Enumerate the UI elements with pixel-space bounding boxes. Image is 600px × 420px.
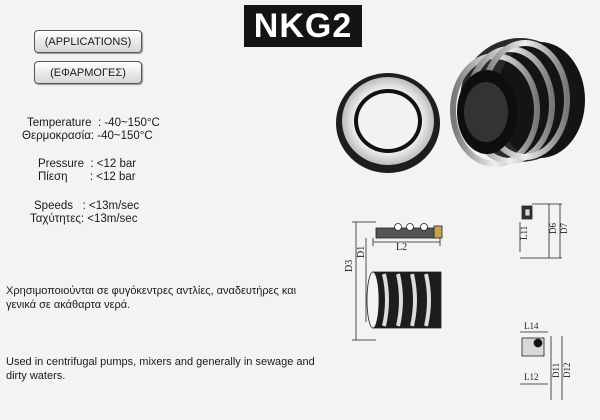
dim-d1: D1 — [356, 245, 367, 258]
product-title: NKG2 — [244, 5, 362, 47]
temperature-en: Temperature : -40~150°C — [27, 117, 160, 129]
speeds-gr: Ταχύτητες: <13m/sec — [30, 213, 138, 225]
pressure-gr: Πίεση : <12 bar — [38, 171, 136, 183]
speeds-en: Speeds : <13m/sec — [34, 200, 140, 212]
dim-d12: D12 — [562, 362, 572, 378]
seal-technical-drawing — [352, 222, 442, 340]
temperature-gr: Θερμοκρασία: -40~150°C — [22, 130, 153, 142]
dim-l11: L11 — [519, 225, 529, 240]
pressure-en: Pressure : <12 bar — [38, 158, 137, 170]
spring-seal-image — [453, 38, 585, 164]
dim-d6: D6 — [548, 223, 558, 234]
dim-d3: D3 — [344, 259, 355, 272]
dim-l2: L2 — [396, 242, 408, 253]
seat-ring-image — [336, 73, 440, 173]
description-en: Used in centrifugal pumps, mixers and generally in sewage and dirty waters. — [6, 356, 315, 382]
dim-d11: D11 — [551, 362, 561, 378]
dim-d7: D7 — [559, 223, 569, 234]
applications-label-en: (APPLICATIONS) — [34, 30, 142, 53]
dim-l12: L12 — [524, 372, 539, 382]
description-gr: Χρησιμοποιούνται σε φυγόκεντρες αντλίες, αναδευτήρες και γενικά σε ακάθαρτα νερά. — [6, 285, 297, 311]
applications-label-gr: (ΕΦΑΡΜΟΓΕΣ) — [34, 61, 142, 84]
dim-l14: L14 — [524, 321, 539, 331]
